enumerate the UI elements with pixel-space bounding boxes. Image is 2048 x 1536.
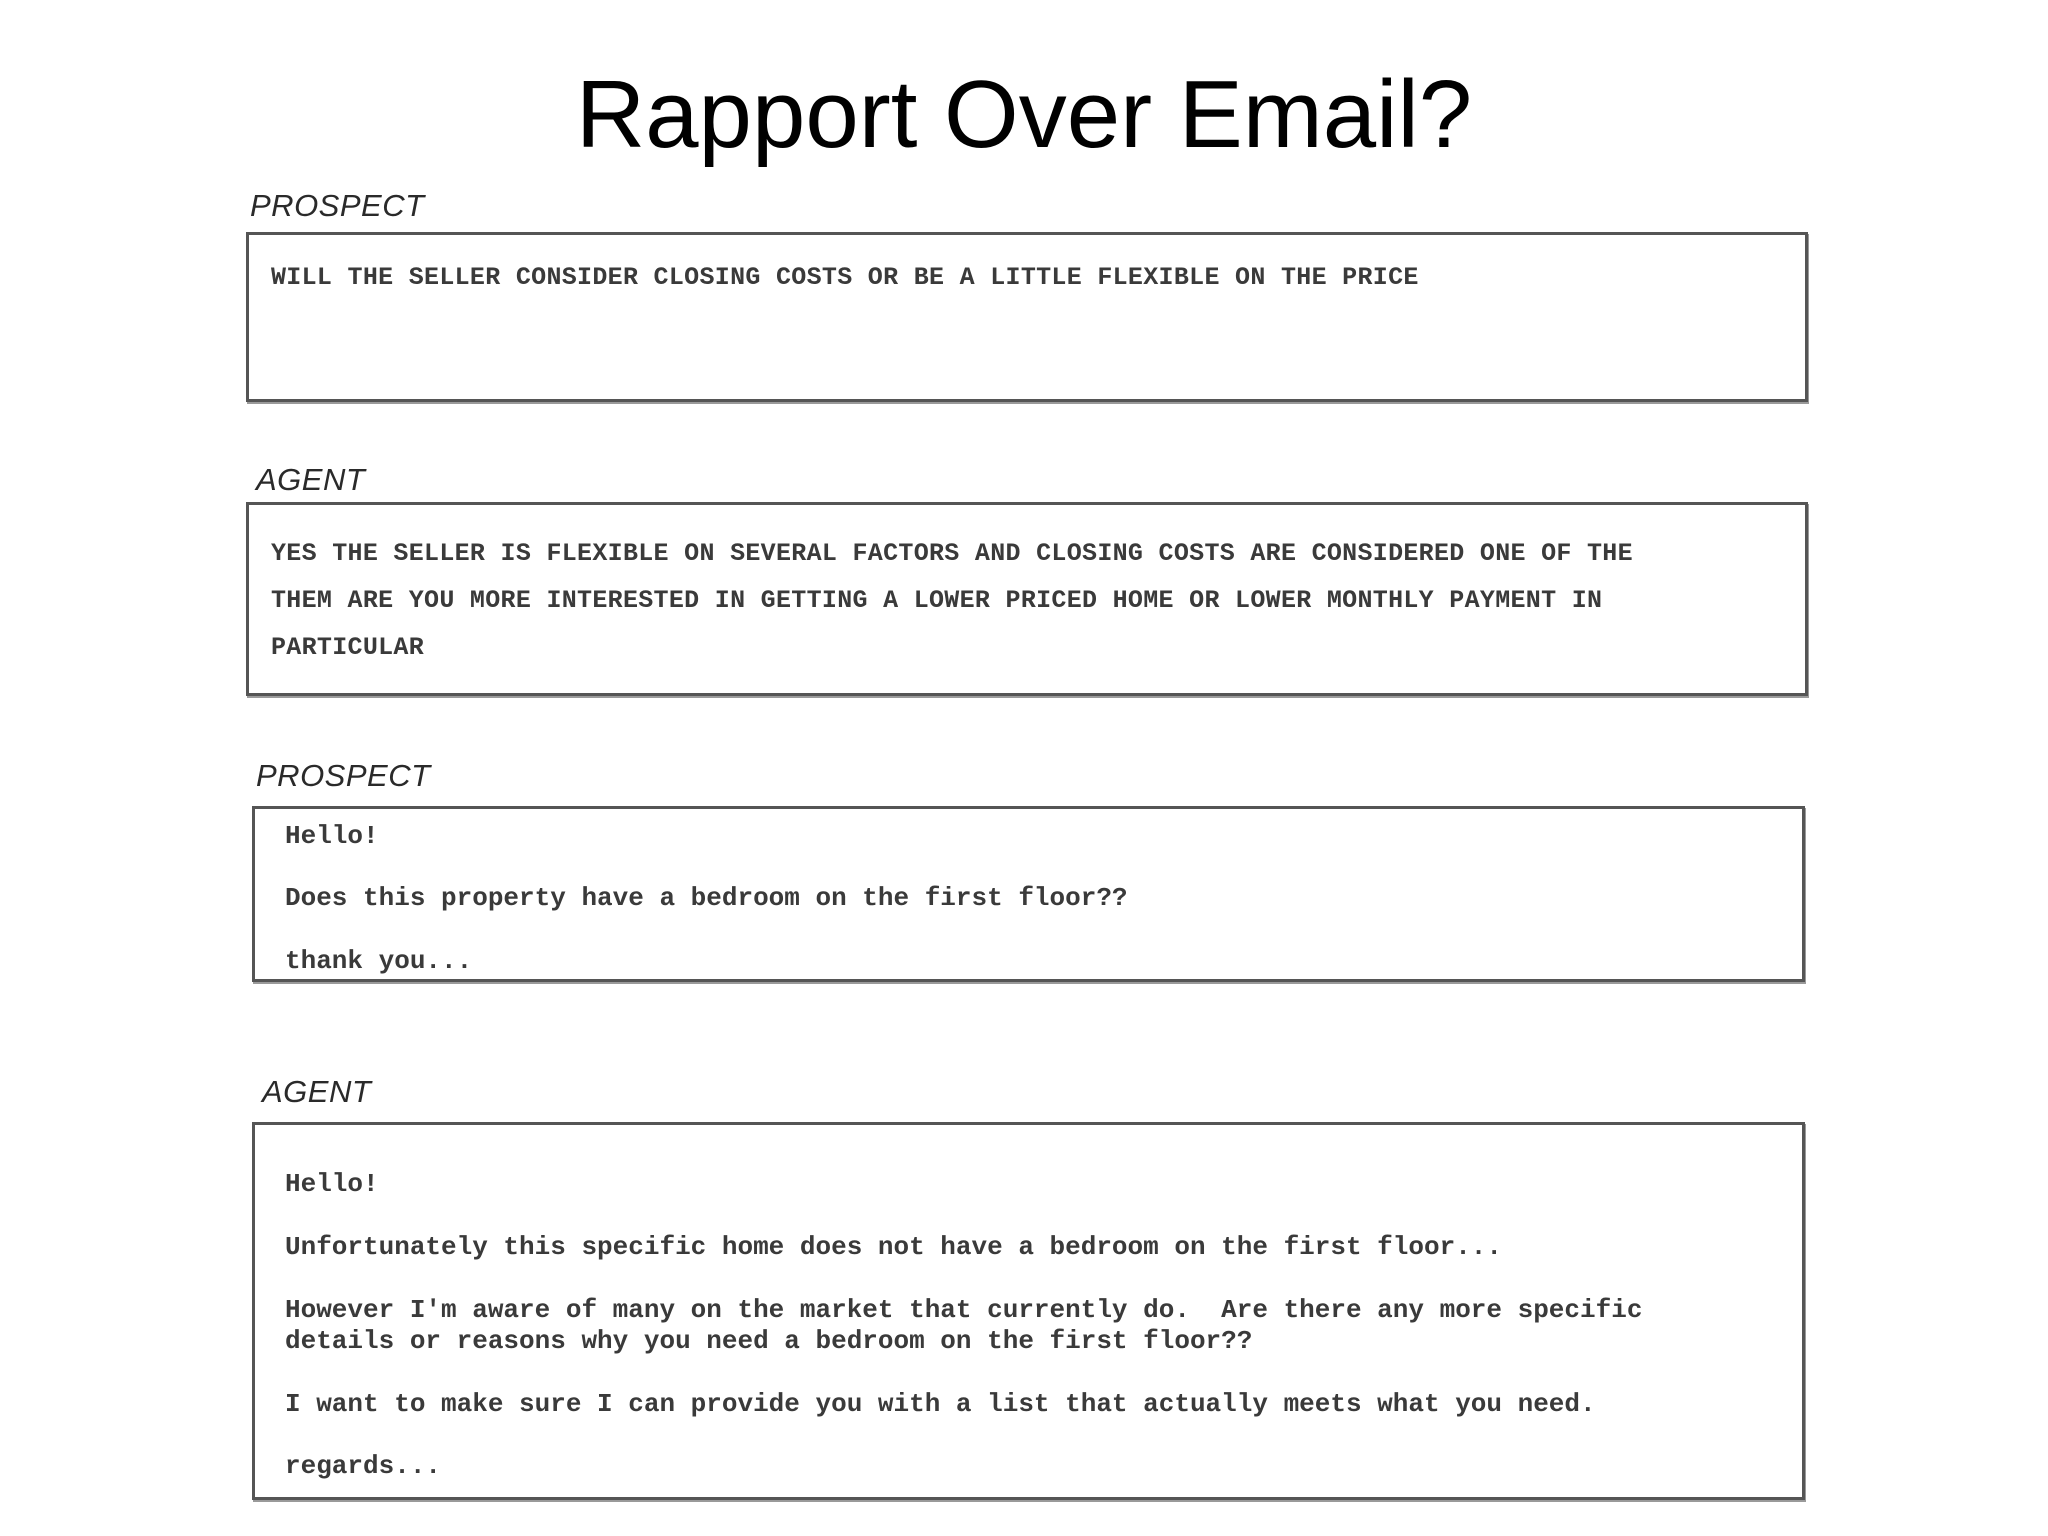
message-paragraph: Does this property have a bedroom on the first floor?? xyxy=(285,883,1128,913)
message-line: THEM ARE YOU MORE INTERESTED IN GETTING A LOWER PRICED HOME OR LOWER MONTHLY PAYMENT IN xyxy=(271,586,1603,615)
message-paragraph: regards... xyxy=(285,1451,442,1481)
message-line: PARTICULAR xyxy=(271,633,425,662)
message-line: YES THE SELLER IS FLEXIBLE ON SEVERAL FACTORS AND CLOSING COSTS ARE CONSIDERED ONE OF THE xyxy=(271,539,1633,568)
message-paragraph: thank you... xyxy=(285,946,473,976)
message-paragraph: Hello! xyxy=(285,821,379,851)
prospect-message-box-1 xyxy=(246,232,1808,402)
agent-message-box-2 xyxy=(252,1122,1805,1500)
message-paragraph: Unfortunately this specific home does not have a bedroom on the first floor... xyxy=(285,1232,1502,1262)
agent-label-1: AGENT xyxy=(256,462,366,497)
prospect-label-2: PROSPECT xyxy=(256,758,431,793)
message-line: WILL THE SELLER CONSIDER CLOSING COSTS OR BE A LITTLE FLEXIBLE ON THE PRICE xyxy=(271,263,1419,292)
message-paragraph: Hello! xyxy=(285,1169,379,1199)
message-paragraph: However I'm aware of many on the market that currently do. Are there any more specific details or reasons why you need a bedroom on the first floor?? xyxy=(285,1295,1643,1356)
agent-message-box-1 xyxy=(246,502,1808,696)
prospect-message-box-2 xyxy=(252,806,1805,982)
agent-label-2: AGENT xyxy=(262,1074,372,1109)
message-paragraph: I want to make sure I can provide you with a list that actually meets what you need. xyxy=(285,1389,1596,1419)
slide-title: Rapport Over Email? xyxy=(575,61,1473,168)
prospect-label-1: PROSPECT xyxy=(250,188,425,223)
